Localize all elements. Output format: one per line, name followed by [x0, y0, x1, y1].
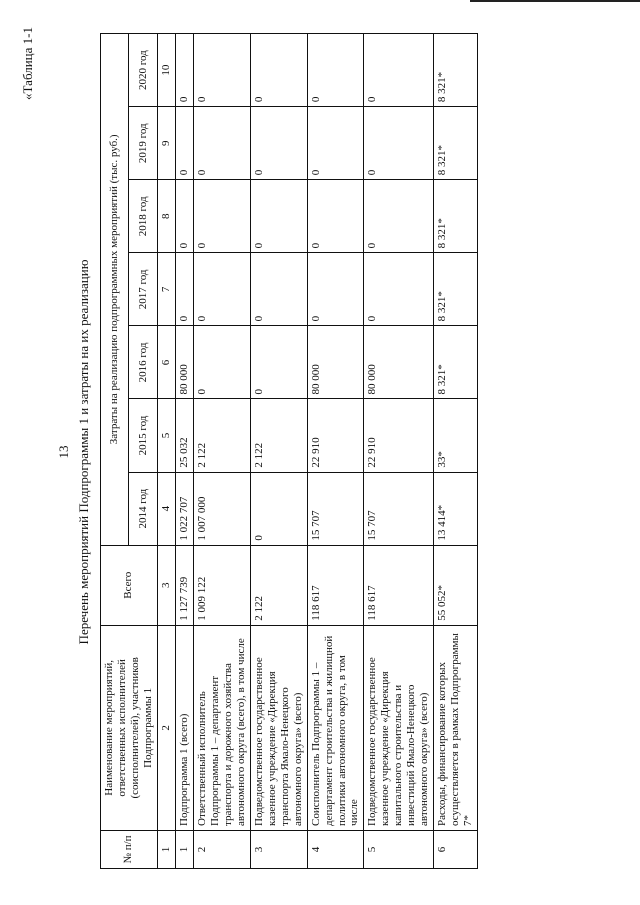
row-value: 25 032: [175, 399, 193, 472]
header-year: 2017 год: [129, 253, 157, 326]
index-cell: 8: [157, 180, 175, 253]
row-value: 0: [193, 34, 250, 107]
index-cell: 3: [157, 545, 175, 625]
row-value: 8 321*: [434, 34, 478, 107]
row-value: 33*: [434, 399, 478, 472]
row-total: 1 009 122: [193, 545, 250, 625]
index-cell: 7: [157, 253, 175, 326]
row-num: 2: [193, 830, 250, 868]
table-row: [307, 34, 364, 869]
index-cell: 9: [157, 107, 175, 180]
row-value: 15 707: [307, 472, 364, 545]
row-value: 0: [250, 472, 307, 545]
header-year: 2019 год: [129, 107, 157, 180]
index-cell: 5: [157, 399, 175, 472]
row-value: 1 007 000: [193, 472, 250, 545]
header-num: № п/п: [101, 830, 158, 868]
row-value: 0: [175, 180, 193, 253]
row-num: 6: [434, 830, 478, 868]
table-row: [250, 34, 307, 869]
row-value: 0: [175, 107, 193, 180]
row-name: Подведомственное государственное казенное учреждение «Дирекция транспорта Ямало-Ненецкого автономного округа» (всего): [250, 625, 307, 830]
row-value: 0: [175, 253, 193, 326]
row-total: 1 127 739: [175, 545, 193, 625]
index-row: [157, 34, 175, 869]
row-name: Соисполнитель Подпрограммы 1 – департамент строительства и жилищной политики автономного округа, в том числе: [307, 625, 364, 830]
row-value: 0: [193, 107, 250, 180]
row-name: Подпрограмма 1 (всего): [175, 625, 193, 830]
row-value: 0: [250, 34, 307, 107]
row-total: 55 052*: [434, 545, 478, 625]
index-cell: 4: [157, 472, 175, 545]
row-value: 0: [193, 253, 250, 326]
index-cell: 6: [157, 326, 175, 399]
header-row: [101, 34, 129, 869]
row-value: 0: [193, 326, 250, 399]
index-cell: 2: [157, 625, 175, 830]
table-row: [175, 34, 193, 869]
row-value: 80 000: [364, 326, 434, 399]
row-value: 22 910: [364, 399, 434, 472]
measures-table: [100, 33, 478, 869]
row-value: 0: [250, 326, 307, 399]
header-name: Наименование мероприятий, ответственных исполнителей (соисполнителей), участников Подпрограммы 1: [101, 625, 158, 830]
row-value: 0: [364, 34, 434, 107]
table-row: [193, 34, 250, 869]
row-name: Подведомственное государственное казенное учреждение «Дирекция капитального строительства и инвестиций Ямало-Ненецкого автономного округа» (всего): [364, 625, 434, 830]
row-value: 0: [364, 107, 434, 180]
row-value: 8 321*: [434, 180, 478, 253]
header-year: 2015 год: [129, 399, 157, 472]
header-year: 2014 год: [129, 472, 157, 545]
table-row: [364, 34, 434, 869]
row-value: 0: [364, 180, 434, 253]
row-value: 0: [175, 34, 193, 107]
row-value: 2 122: [250, 399, 307, 472]
row-value: 22 910: [307, 399, 364, 472]
row-value: 1 022 707: [175, 472, 193, 545]
row-name: Ответственный исполнитель Подпрограммы 1 – департамент транспорта и дорожного хозяйства автономного округа (всего), в том числе: [193, 625, 250, 830]
row-value: 8 321*: [434, 253, 478, 326]
row-value: 0: [364, 253, 434, 326]
row-value: 80 000: [175, 326, 193, 399]
document-title: Перечень мероприятий Подпрограммы 1 и затраты на их реализацию: [76, 259, 91, 645]
index-cell: 1: [157, 830, 175, 868]
row-num: 3: [250, 830, 307, 868]
rotated-content: [20, 27, 620, 877]
header-year: 2016 год: [129, 326, 157, 399]
row-value: 0: [250, 107, 307, 180]
row-value: 13 414*: [434, 472, 478, 545]
row-value: 0: [307, 34, 364, 107]
row-value: 0: [307, 180, 364, 253]
row-value: 8 321*: [434, 107, 478, 180]
table-row: [434, 34, 478, 869]
row-total: 2 122: [250, 545, 307, 625]
header-total: Всего: [101, 545, 158, 625]
row-name: Расходы, финансирование которых осуществляется в рамках Подпрограммы 7*: [434, 625, 478, 830]
row-value: 0: [307, 253, 364, 326]
row-value: 2 122: [193, 399, 250, 472]
row-value: 0: [307, 107, 364, 180]
header-costs: Затраты на реализацию подпрограммных мероприятий (тыс. руб.): [101, 34, 129, 546]
header-year: 2018 год: [129, 180, 157, 253]
row-num: 5: [364, 830, 434, 868]
index-cell: 10: [157, 34, 175, 107]
page-number: 13: [56, 445, 71, 459]
row-num: 4: [307, 830, 364, 868]
row-value: 8 321*: [434, 326, 478, 399]
table-label: «Таблица 1-1: [20, 27, 35, 100]
row-value: 0: [193, 180, 250, 253]
row-num: 1: [175, 830, 193, 868]
row-total: 118 617: [307, 545, 364, 625]
row-value: 0: [250, 253, 307, 326]
row-value: 15 707: [364, 472, 434, 545]
row-value: 0: [250, 180, 307, 253]
header-year: 2020 год: [129, 34, 157, 107]
row-total: 118 617: [364, 545, 434, 625]
row-value: 80 000: [307, 326, 364, 399]
